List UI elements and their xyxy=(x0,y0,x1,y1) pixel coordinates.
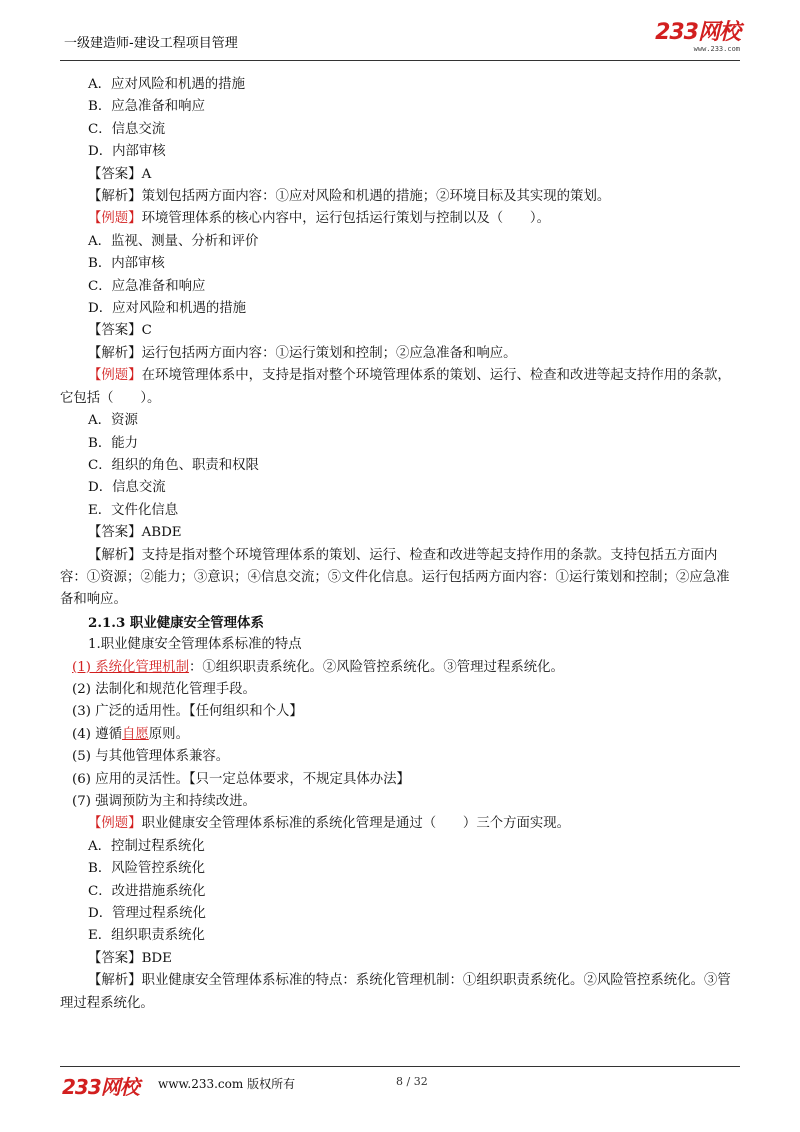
logo-url: www.233.com xyxy=(693,45,740,53)
answer-line xyxy=(88,522,738,544)
analysis-text: 策划包括两方面内容：①应对风险和机遇的措施；②环境目标及其实现的策划。 xyxy=(141,189,611,205)
option: B．能力 xyxy=(88,435,139,451)
site-logo xyxy=(655,22,740,53)
page-header xyxy=(60,22,740,61)
analysis-line xyxy=(60,545,738,612)
feature-item: (7) 强调预防为主和持续改进。 xyxy=(72,794,256,809)
answer-value: ABDE xyxy=(141,525,182,541)
option: A．资源 xyxy=(88,413,138,429)
answer-label: 【答案】 xyxy=(88,525,142,541)
feature-keyword: 自愿 xyxy=(122,726,149,742)
analysis-line xyxy=(60,970,738,1015)
analysis-line xyxy=(88,343,738,365)
copyright: www.233.com 版权所有 xyxy=(158,1077,296,1091)
feature-item: (2) 法制化和规范化管理手段。 xyxy=(72,681,256,697)
feature-item xyxy=(72,724,738,746)
option: C．信息交流 xyxy=(88,121,166,137)
analysis-line xyxy=(88,186,738,208)
question-stem xyxy=(88,208,738,230)
answer-label: 【答案】 xyxy=(88,166,142,182)
question-stem xyxy=(88,813,738,835)
page-number: 8 / 32 xyxy=(396,1075,428,1088)
section-heading: 2.1.3 职业健康安全管理体系 xyxy=(88,614,264,631)
analysis-text: 职业健康安全管理体系标准的特点：系统化管理机制：①组织职责系统化。②风险管控系统化。③管理过程系统化。 xyxy=(60,973,731,1011)
example-label: 【例题】 xyxy=(88,368,142,384)
option: D．内部审核 xyxy=(88,144,166,160)
option: A．控制过程系统化 xyxy=(88,838,205,854)
feature-item: (5) 与其他管理体系兼容。 xyxy=(72,749,230,765)
example-label: 【例题】 xyxy=(88,816,142,832)
question-text: 在环境管理体系中，支持是指对整个环境管理体系的策划、运行、检查和改进等起支持作用的条款，它包括（ ）。 xyxy=(60,368,731,406)
analysis-label: 【解析】 xyxy=(88,973,142,989)
analysis-label: 【解析】 xyxy=(88,189,142,205)
feature-text: (4) 遵循 xyxy=(72,726,123,742)
question-text: 职业健康安全管理体系标准的系统化管理是通过（ ）三个方面实现。 xyxy=(141,816,571,832)
option: B．风险管控系统化 xyxy=(88,861,205,877)
answer-line xyxy=(88,948,738,970)
footer-logo: 233网校 xyxy=(62,1075,139,1099)
document-body xyxy=(60,74,738,1015)
logo-wordmark: 233网校 xyxy=(655,20,740,45)
answer-value: BDE xyxy=(141,950,172,966)
feature-item xyxy=(72,657,738,679)
option: C．改进措施系统化 xyxy=(88,883,206,899)
option: D．应对风险和机遇的措施 xyxy=(88,301,247,317)
answer-label: 【答案】 xyxy=(88,950,142,966)
subsection-heading: 1.职业健康安全管理体系标准的特点 xyxy=(88,637,302,653)
feature-item: (3) 广泛的适用性。【任何组织和个人】 xyxy=(72,704,303,720)
option: C．应急准备和响应 xyxy=(88,278,206,294)
answer-label: 【答案】 xyxy=(88,323,142,339)
answer-line xyxy=(88,164,738,186)
option: B．应急准备和响应 xyxy=(88,99,205,115)
feature-item: (6) 应用的灵活性。【只一定总体要求，不规定具体办法】 xyxy=(72,771,410,787)
option: D．信息交流 xyxy=(88,480,166,496)
analysis-text: 支持是指对整个环境管理体系的策划、运行、检查和改进等起支持作用的条款。支持包括五方面内容：①资源；②能力；③意识；④信息交流；⑤文件化信息。运行包括两方面内容：①运行策划和控制；②应急准备和响应。 xyxy=(60,547,730,608)
analysis-text: 运行包括两方面内容：①运行策划和控制；②应急准备和响应。 xyxy=(141,345,517,361)
option: E．文件化信息 xyxy=(88,502,179,518)
option: A．应对风险和机遇的措施 xyxy=(88,77,245,92)
document-title: 一级建造师-建设工程项目管理 xyxy=(64,36,238,51)
option: D．管理过程系统化 xyxy=(88,906,206,922)
option: B．内部审核 xyxy=(88,256,165,272)
feature-keyword: (1) 系统化管理机制 xyxy=(72,659,189,675)
question-text: 环境管理体系的核心内容中，运行包括运行策划与控制以及（ ）。 xyxy=(141,211,550,227)
question-stem xyxy=(60,365,738,410)
answer-value: C xyxy=(141,323,152,339)
example-label: 【例题】 xyxy=(88,211,142,227)
answer-value: A xyxy=(141,166,152,182)
feature-text: 原则。 xyxy=(148,726,189,742)
page-footer xyxy=(60,1066,740,1097)
feature-text: ：①组织职责系统化。②风险管控系统化。③管理过程系统化。 xyxy=(188,659,564,675)
option: C．组织的角色、职责和权限 xyxy=(88,457,259,473)
option: A．监视、测量、分析和评价 xyxy=(88,233,259,249)
analysis-label: 【解析】 xyxy=(88,547,142,563)
analysis-label: 【解析】 xyxy=(88,345,142,361)
option: E．组织职责系统化 xyxy=(88,928,205,944)
answer-line xyxy=(88,320,738,342)
